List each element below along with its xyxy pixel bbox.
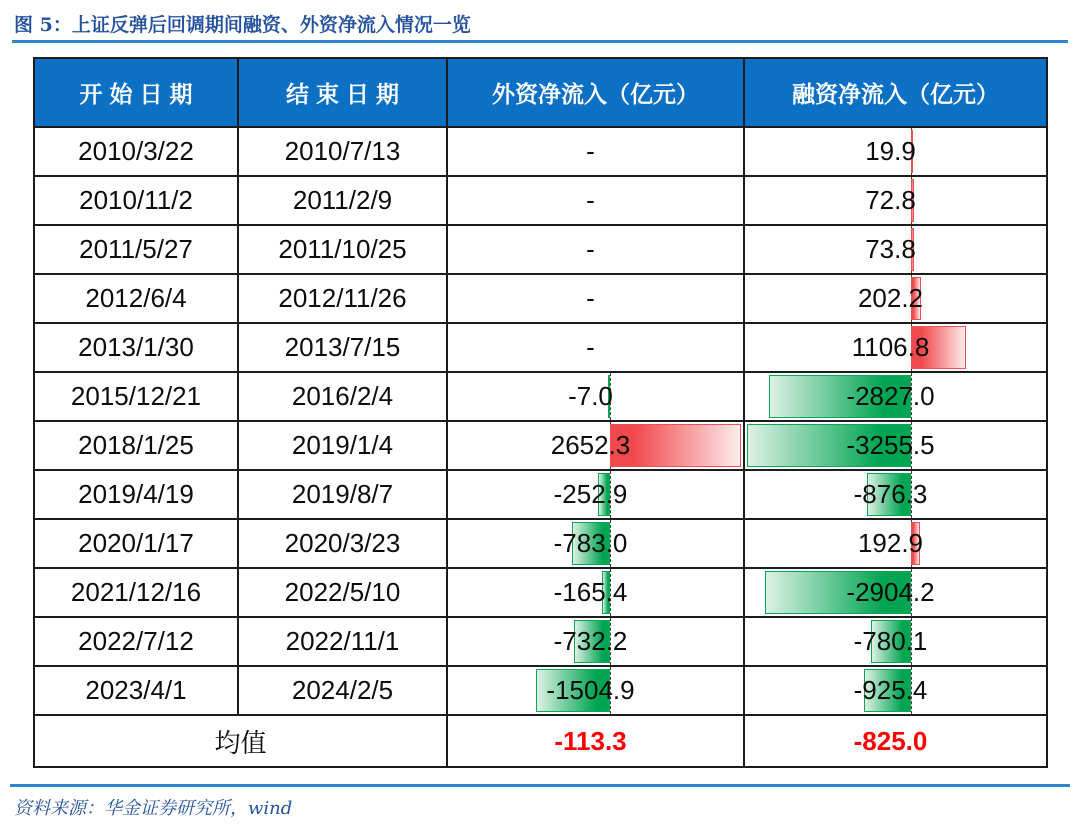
table-row	[35, 618, 1046, 667]
table-row	[35, 422, 1046, 471]
summary-foreign-mean: -113.3	[554, 725, 627, 756]
header-foreign-net-inflow: 外资净流入（亿元）	[448, 59, 745, 128]
end-date-value: 2022/11/1	[285, 626, 400, 656]
start-date-value: 2019/4/19	[78, 479, 194, 509]
cell-financing-net-inflow	[745, 520, 1046, 569]
cell-financing-net-inflow	[745, 667, 1046, 716]
cell-financing-net-inflow	[745, 226, 1046, 275]
financing-net-inflow-value: -3255.5	[846, 430, 935, 460]
table-row	[35, 275, 1046, 324]
cell-foreign-net-inflow	[448, 177, 745, 226]
start-date-value: 2011/5/27	[79, 234, 193, 264]
cell-end-date	[239, 569, 448, 618]
table-row	[35, 226, 1046, 275]
financing-net-inflow-value: 73.8	[865, 234, 916, 264]
start-date-value: 2022/7/12	[78, 626, 194, 656]
summary-row	[35, 716, 1046, 766]
table-row	[35, 569, 1046, 618]
cell-end-date	[239, 128, 448, 177]
financing-net-inflow-value: 1106.8	[851, 332, 930, 362]
cell-start-date	[35, 275, 239, 324]
table-row	[35, 471, 1046, 520]
cell-start-date	[35, 422, 239, 471]
header-start-date: 开始日期	[35, 59, 239, 128]
end-date-value: 2019/1/4	[291, 430, 394, 460]
financing-net-inflow-value: 72.8	[865, 185, 916, 215]
foreign-net-inflow-value: -7.0	[568, 381, 613, 411]
start-date-value: 2021/12/16	[70, 577, 202, 607]
end-date-value: 2016/2/4	[291, 381, 394, 411]
summary-label-cell	[35, 716, 448, 766]
foreign-net-inflow-value: -732.2	[553, 626, 628, 656]
cell-start-date	[35, 373, 239, 422]
summary-foreign-mean-cell	[448, 716, 745, 766]
cell-financing-net-inflow	[745, 324, 1046, 373]
foreign-net-inflow-value: -	[586, 136, 595, 166]
cell-foreign-net-inflow	[448, 324, 745, 373]
financing-net-inflow-value: -925.4	[853, 675, 928, 705]
cell-start-date	[35, 471, 239, 520]
cell-financing-net-inflow	[745, 471, 1046, 520]
end-date-value: 2024/2/5	[291, 675, 394, 705]
start-date-value: 2023/4/1	[85, 675, 187, 705]
financing-net-inflow-value: -2827.0	[846, 381, 935, 411]
end-date-value: 2010/7/13	[284, 136, 401, 166]
foreign-net-inflow-value: -252.9	[553, 479, 628, 509]
financing-net-inflow-value: -876.3	[853, 479, 928, 509]
cell-end-date	[239, 520, 448, 569]
cell-end-date	[239, 422, 448, 471]
summary-financing-mean: -825.0	[853, 725, 928, 756]
cell-start-date	[35, 618, 239, 667]
summary-financing-mean-cell	[745, 716, 1046, 766]
cell-financing-net-inflow	[745, 177, 1046, 226]
cell-foreign-net-inflow	[448, 373, 745, 422]
table-row	[35, 373, 1046, 422]
start-date-value: 2010/3/22	[78, 136, 194, 166]
end-date-value: 2013/7/15	[284, 332, 401, 362]
cell-foreign-net-inflow	[448, 520, 745, 569]
cell-end-date	[239, 177, 448, 226]
end-date-value: 2022/5/10	[284, 577, 401, 607]
title-divider-line	[12, 40, 1068, 43]
cell-foreign-net-inflow	[448, 422, 745, 471]
cell-start-date	[35, 569, 239, 618]
table-row	[35, 667, 1046, 716]
table-body	[35, 128, 1046, 716]
financing-net-inflow-value: -780.1	[853, 626, 928, 656]
cell-foreign-net-inflow	[448, 128, 745, 177]
start-date-value: 2010/11/2	[79, 185, 193, 215]
footer-divider-line	[10, 784, 1070, 787]
header-end-date: 结束日期	[239, 59, 448, 128]
cell-end-date	[239, 275, 448, 324]
end-date-value: 2011/2/9	[292, 185, 393, 215]
cell-start-date	[35, 520, 239, 569]
table-row	[35, 520, 1046, 569]
end-date-value: 2019/8/7	[291, 479, 394, 509]
start-date-value: 2020/1/17	[78, 528, 194, 558]
end-date-value: 2012/11/26	[278, 283, 407, 313]
financing-net-inflow-value: 192.9	[857, 528, 924, 558]
cell-start-date	[35, 226, 239, 275]
cell-foreign-net-inflow	[448, 667, 745, 716]
table-row	[35, 177, 1046, 226]
table-header-row	[35, 59, 1046, 128]
foreign-net-inflow-value: 2652.3	[550, 430, 631, 460]
cell-financing-net-inflow	[745, 373, 1046, 422]
cell-start-date	[35, 128, 239, 177]
foreign-net-inflow-value: -783.0	[553, 528, 628, 558]
table-row	[35, 324, 1046, 373]
cell-financing-net-inflow	[745, 128, 1046, 177]
foreign-net-inflow-value: -1504.9	[546, 675, 635, 705]
cell-financing-net-inflow	[745, 422, 1046, 471]
cell-financing-net-inflow	[745, 569, 1046, 618]
cell-end-date	[239, 324, 448, 373]
end-date-value: 2011/10/25	[278, 234, 407, 264]
foreign-net-inflow-value: -	[586, 185, 595, 215]
cell-start-date	[35, 667, 239, 716]
cell-end-date	[239, 471, 448, 520]
foreign-net-inflow-value: -165.4	[553, 577, 628, 607]
fund-flow-table	[33, 57, 1048, 768]
cell-start-date	[35, 324, 239, 373]
cell-start-date	[35, 177, 239, 226]
cell-foreign-net-inflow	[448, 569, 745, 618]
financing-net-inflow-value: -2904.2	[846, 577, 935, 607]
start-date-value: 2015/12/21	[70, 381, 202, 411]
cell-foreign-net-inflow	[448, 471, 745, 520]
cell-end-date	[239, 618, 448, 667]
cell-foreign-net-inflow	[448, 226, 745, 275]
start-date-value: 2012/6/4	[85, 283, 187, 313]
header-financing-net-inflow: 融资净流入（亿元）	[745, 59, 1046, 128]
cell-end-date	[239, 373, 448, 422]
cell-foreign-net-inflow	[448, 275, 745, 324]
financing-net-inflow-value: 19.9	[865, 136, 916, 166]
cell-end-date	[239, 226, 448, 275]
financing-net-inflow-value: 202.2	[857, 283, 924, 313]
cell-foreign-net-inflow	[448, 618, 745, 667]
end-date-value: 2020/3/23	[284, 528, 401, 558]
cell-financing-net-inflow	[745, 618, 1046, 667]
cell-end-date	[239, 667, 448, 716]
figure-title: 图 5：上证反弹后回调期间融资、外资净流入情况一览	[14, 14, 471, 36]
table-row	[35, 128, 1046, 177]
data-source-note: 资料来源：华金证券研究所，wind	[14, 798, 293, 819]
cell-financing-net-inflow	[745, 275, 1046, 324]
foreign-net-inflow-value: -	[586, 283, 595, 313]
foreign-net-inflow-value: -	[586, 234, 595, 264]
summary-label: 均值	[214, 727, 267, 758]
start-date-value: 2013/1/30	[78, 332, 194, 362]
start-date-value: 2018/1/25	[78, 430, 194, 460]
foreign-net-inflow-value: -	[586, 332, 595, 362]
